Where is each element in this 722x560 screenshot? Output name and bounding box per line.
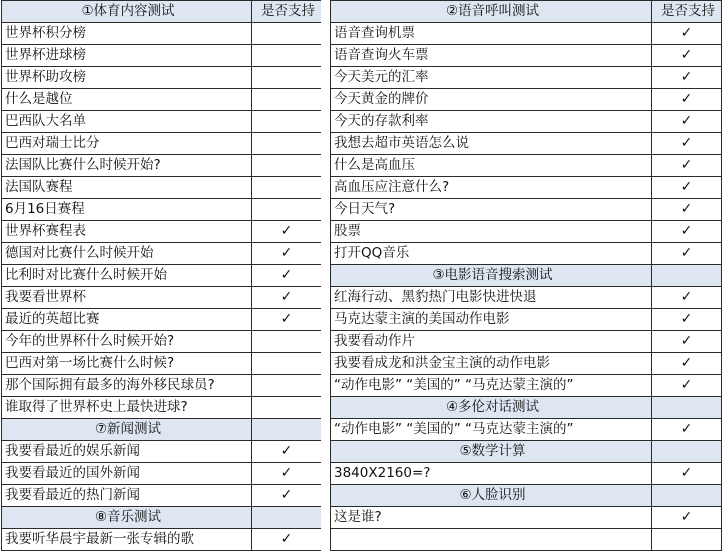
check-mark-icon: ✓ <box>252 265 322 287</box>
test-item-label: 那个国际拥有最多的海外移民球员? <box>2 375 252 397</box>
test-item-label: 巴西队大名单 <box>2 111 252 133</box>
check-mark-icon <box>252 199 322 221</box>
section-header-row <box>2 419 322 441</box>
test-item-label: 我要看最近的热门新闻 <box>2 485 252 507</box>
check-mark-icon: ✓ <box>652 507 722 529</box>
test-item-row <box>331 67 722 89</box>
check-mark-icon <box>252 375 322 397</box>
section-title: ⑧音乐测试 <box>2 507 252 529</box>
test-item-label: 我要看成龙和洪金宝主演的动作电影 <box>331 353 652 375</box>
test-item-label <box>331 529 652 551</box>
test-item-row <box>331 463 722 485</box>
test-item-row <box>331 221 722 243</box>
check-mark-icon: ✓ <box>252 243 322 265</box>
check-mark-icon: ✓ <box>652 419 722 441</box>
section-header-row <box>331 441 722 463</box>
section-header-blank-cell <box>652 397 722 419</box>
test-item-row <box>2 45 322 67</box>
test-item-row <box>331 507 722 529</box>
section-header-row <box>2 507 322 529</box>
check-mark-icon: ✓ <box>652 287 722 309</box>
test-item-row <box>2 221 322 243</box>
test-item-label: 什么是高血压 <box>331 155 652 177</box>
test-item-row <box>2 243 322 265</box>
check-mark-icon <box>252 331 322 353</box>
test-item-row <box>2 133 322 155</box>
check-mark-icon: ✓ <box>652 89 722 111</box>
test-item-label: 比利时对比赛什么时候开始 <box>2 265 252 287</box>
check-mark-icon: ✓ <box>652 375 722 397</box>
test-item-row <box>2 155 322 177</box>
test-item-row <box>331 89 722 111</box>
test-item-label: 世界杯进球榜 <box>2 45 252 67</box>
check-mark-icon: ✓ <box>652 111 722 133</box>
test-item-label: 德国对比赛什么时候开始 <box>2 243 252 265</box>
test-item-row <box>2 89 322 111</box>
test-item-row <box>2 397 322 419</box>
test-item-label: 我要看世界杯 <box>2 287 252 309</box>
left-test-table <box>1 0 322 551</box>
check-mark-icon: ✓ <box>252 529 322 551</box>
section-title: ⑥人脸识别 <box>331 485 652 507</box>
section-header-blank-cell <box>652 441 722 463</box>
test-item-label: 谁取得了世界杯史上最快进球? <box>2 397 252 419</box>
section-header-row <box>2 1 322 23</box>
test-item-label: 今天的存款利率 <box>331 111 652 133</box>
test-item-label: 我要听华晨宇最新一张专辑的歌 <box>2 529 252 551</box>
test-item-row <box>2 485 322 507</box>
test-item-row <box>2 287 322 309</box>
check-mark-icon: ✓ <box>252 463 322 485</box>
section-header-blank-cell <box>252 507 322 529</box>
test-item-label: 今天黄金的牌价 <box>331 89 652 111</box>
test-item-row <box>2 441 322 463</box>
check-mark-icon: ✓ <box>252 485 322 507</box>
check-mark-icon <box>252 133 322 155</box>
check-mark-icon: ✓ <box>652 353 722 375</box>
test-item-row <box>2 177 322 199</box>
check-mark-icon: ✓ <box>652 331 722 353</box>
check-mark-icon <box>252 155 322 177</box>
section-header-row <box>331 265 722 287</box>
check-mark-icon <box>252 177 322 199</box>
test-item-row <box>2 111 322 133</box>
right-test-table <box>330 0 722 551</box>
test-item-label: 我想去超市英语怎么说 <box>331 133 652 155</box>
test-item-label: “动作电影” “美国的” “马克达蒙主演的” <box>331 375 652 397</box>
section-title: ②语音呼叫测试 <box>331 1 652 23</box>
test-item-row <box>2 353 322 375</box>
test-item-row <box>331 309 722 331</box>
check-mark-icon: ✓ <box>252 441 322 463</box>
section-title: ①体育内容测试 <box>2 1 252 23</box>
test-item-row <box>2 309 322 331</box>
section-header-row <box>331 397 722 419</box>
test-item-label: “动作电影” “美国的” “马克达蒙主演的” <box>331 419 652 441</box>
test-item-label: 语音查询火车票 <box>331 45 652 67</box>
test-item-row <box>331 287 722 309</box>
support-column-header: 是否支持 <box>252 1 322 23</box>
check-mark-icon: ✓ <box>652 309 722 331</box>
section-header-row <box>331 1 722 23</box>
check-mark-icon: ✓ <box>652 23 722 45</box>
test-item-row <box>2 265 322 287</box>
section-header-row <box>331 485 722 507</box>
test-item-row <box>331 419 722 441</box>
check-mark-icon: ✓ <box>652 155 722 177</box>
test-item-row <box>2 23 322 45</box>
support-column-header: 是否支持 <box>652 1 722 23</box>
section-title: ④多伦对话测试 <box>331 397 652 419</box>
test-item-row <box>331 331 722 353</box>
test-item-label: 巴西对瑞士比分 <box>2 133 252 155</box>
check-mark-icon: ✓ <box>252 221 322 243</box>
section-title: ③电影语音搜索测试 <box>331 265 652 287</box>
test-item-row <box>331 353 722 375</box>
test-item-row <box>331 111 722 133</box>
check-mark-icon <box>252 45 322 67</box>
check-mark-icon <box>252 353 322 375</box>
test-item-label: 我要看最近的国外新闻 <box>2 463 252 485</box>
test-item-row <box>2 529 322 551</box>
test-item-row <box>331 155 722 177</box>
check-mark-icon: ✓ <box>252 309 322 331</box>
check-mark-icon: ✓ <box>652 199 722 221</box>
check-mark-icon: ✓ <box>652 45 722 67</box>
section-header-blank-cell <box>252 419 322 441</box>
test-item-row <box>331 243 722 265</box>
test-item-label: 这是谁? <box>331 507 652 529</box>
check-mark-icon: ✓ <box>652 177 722 199</box>
test-item-label: 3840X2160=? <box>331 463 652 485</box>
check-mark-icon <box>252 397 322 419</box>
test-item-row <box>2 67 322 89</box>
test-item-label: 高血压应注意什么? <box>331 177 652 199</box>
section-title: ⑦新闻测试 <box>2 419 252 441</box>
test-item-label: 打开QQ音乐 <box>331 243 652 265</box>
section-header-blank-cell <box>652 265 722 287</box>
check-mark-icon: ✓ <box>652 133 722 155</box>
table-gap <box>321 0 330 560</box>
test-item-row <box>2 199 322 221</box>
check-mark-icon: ✓ <box>652 67 722 89</box>
test-item-label: 今天美元的汇率 <box>331 67 652 89</box>
test-item-label: 马克达蒙主演的美国动作电影 <box>331 309 652 331</box>
test-item-row <box>2 463 322 485</box>
test-item-row <box>2 331 322 353</box>
test-item-label: 今日天气? <box>331 199 652 221</box>
test-item-label: 法国队赛程 <box>2 177 252 199</box>
test-item-label: 我要看最近的娱乐新闻 <box>2 441 252 463</box>
check-mark-icon <box>252 111 322 133</box>
test-item-label: 股票 <box>331 221 652 243</box>
test-item-label: 最近的英超比赛 <box>2 309 252 331</box>
check-mark-icon <box>252 67 322 89</box>
test-item-label: 世界杯积分榜 <box>2 23 252 45</box>
test-item-label: 世界杯赛程表 <box>2 221 252 243</box>
test-item-label: 语音查询机票 <box>331 23 652 45</box>
test-item-label: 我要看动作片 <box>331 331 652 353</box>
test-item-row <box>331 375 722 397</box>
test-item-row <box>331 199 722 221</box>
check-mark-icon <box>252 89 322 111</box>
section-title: ⑤数学计算 <box>331 441 652 463</box>
test-item-row <box>331 177 722 199</box>
check-mark-icon <box>252 23 322 45</box>
check-mark-icon: ✓ <box>652 463 722 485</box>
check-mark-icon: ✓ <box>652 243 722 265</box>
test-item-row <box>331 23 722 45</box>
test-item-label: 法国队比赛什么时候开始? <box>2 155 252 177</box>
test-item-row <box>331 133 722 155</box>
section-header-blank-cell <box>652 485 722 507</box>
test-item-label: 世界杯助攻榜 <box>2 67 252 89</box>
test-item-label: 6月16日赛程 <box>2 199 252 221</box>
test-item-label: 今年的世界杯什么时候开始? <box>2 331 252 353</box>
test-item-label: 巴西对第一场比赛什么时候? <box>2 353 252 375</box>
test-item-label: 红海行动、黑豹热门电影快进快退 <box>331 287 652 309</box>
check-mark-icon <box>652 529 722 551</box>
test-item-row <box>331 529 722 551</box>
check-mark-icon: ✓ <box>252 287 322 309</box>
test-item-row <box>331 45 722 67</box>
check-mark-icon: ✓ <box>652 221 722 243</box>
test-item-row <box>2 375 322 397</box>
test-item-label: 什么是越位 <box>2 89 252 111</box>
